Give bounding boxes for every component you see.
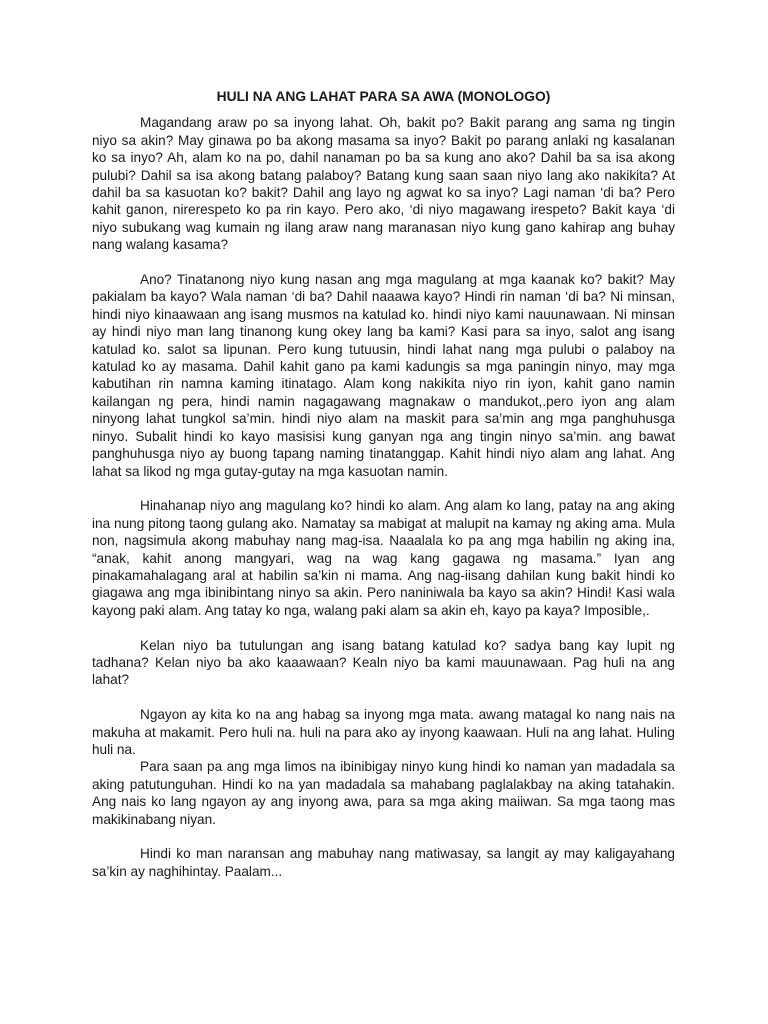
paragraph-1: Magandang araw po sa inyong lahat. Oh, bakit po? Bakit parang ang sama ng tingin niyo sa akin? May ginawa po ba akong masama sa inyo? Bakit po parang anlaki ng kasalanan ko sa inyo? Ah, alam ko na po, dahil nanaman po ba sa kung ano ako? Dahil ba sa isa akong pulubi? Dahil sa isa akong batang palaboy? Batang kung saan saan niyo lang ako nakikita? At dahil ba sa kasuotan ko? bakit? Dahil ang layo ng agwat ko sa inyo? Lagi naman ‘di ba? Pero kahit ganon, nirerespeto ko pa rin kayo. Pero ako, ‘di niyo magawang irespeto? Bakit kaya ‘di niyo subukang wag kumain ng ilang araw nang maranasan niyo kung gano kahirap ang buhay nang walang kasama? (92, 115, 675, 253)
paragraph-6: Para saan pa ang mga limos na ibinibigay ninyo kung hindi ko naman yan madadala sa aking patutunguhan. Hindi ko na yan madadala sa mahabang paglalakbay na aking tatahakin. Ang nais ko lang ngayon ay ang inyong awa, para sa mga aking maiiwan. Sa mga taong mas makikinabang niyan. (92, 759, 675, 827)
paragraph-3: Hinahanap niyo ang magulang ko? hindi ko alam. Ang alam ko lang, patay na ang aking ina nung pitong taong gulang ako. Namatay sa mabigat at malupit na kamay ng aking ama. Mula non, nagsimula akong mabuhay nang mag-isa. Naaalala ko pa ang mga habilin ng aking ina, “anak, kahit anong mangyari, wag na wag kang gagawa ng masama.” Iyan ang pinakamahalagang aral at habilin sa’kin ni mama. Ang nag-iisang dahilan kung bakit hindi ko giagawa ang mga ibinibintang ninyo sa akin. Pero naniniwala ba kayo sa akin? Hindi! Kasi wala kayong paki alam. Ang tatay ko nga, walang paki alam sa akin eh, kayo pa kaya? Imposible,. (92, 498, 675, 618)
document-body (92, 88, 675, 898)
paragraph-5: Ngayon ay kita ko na ang habag sa inyong mga mata. awang matagal ko nang nais na makuha at makamit. Pero huli na. huli na para ako ay inyong kaawaan. Huli na ang lahat. Huling huli na. (92, 707, 675, 757)
paragraph-4: Kelan niyo ba tutulungan ang isang batang katulad ko? sadya bang kay lupit ng tadhana? Kelan niyo ba ako kaaawaan? Kealn niyo ba kami mauunawaan. Pag huli na ang lahat? (92, 637, 675, 688)
paragraph-2: Ano? Tinatanong niyo kung nasan ang mga magulang at mga kaanak ko? bakit? May pakialam ba kayo? Wala naman ‘di ba? Dahil naaawa kayo? Hindi rin naman ‘di ba? Ni minsan, hindi niyo kinaawaan ang isang musmos na katulad ko. hindi niyo kami nauunawaan. Ni minsan ay hindi niyo man lang tinanong kung okey lang ba kami? Kasi para sa inyo, salot ang isang katulad ko. salot sa lipunan. Pero kung tutuusin, hindi lahat nang mga pulubi o palaboy na katulad ko ay masama. Dahil kahit gano pa kami kadungis sa mga paningin ninyo, may mga kabutihan rin namna kaming itinatago. Alam kong nakikita niyo rin iyon, kahit gano namin kailangan ng pera, hindi namin nagagawang magnakaw o mandukot,.pero iyon ang alam ninyong lahat tungkol sa’min. hindi niyo alam na maskit para sa’min ang mga panghuhusga ninyo. Subalit hindi ko kayo masisisi kung ganyan nga ang tingin ninyo sa’min. ang bawat panghuhusga niyo ay buong tapang naming tinatanggap. Kahit hindi niyo alam ang lahat. Ang lahat sa likod ng mga gutay-gutay na mga kasuotan namin. (92, 272, 675, 479)
paragraph-7: Hindi ko man naransan ang mabuhay nang matiwasay, sa langit ay may kaligayahang sa’kin ay naghihintay. Paalam... (92, 846, 675, 879)
document-title: HULI NA ANG LAHAT PARA SA AWA (MONOLOGO) (216, 89, 551, 104)
